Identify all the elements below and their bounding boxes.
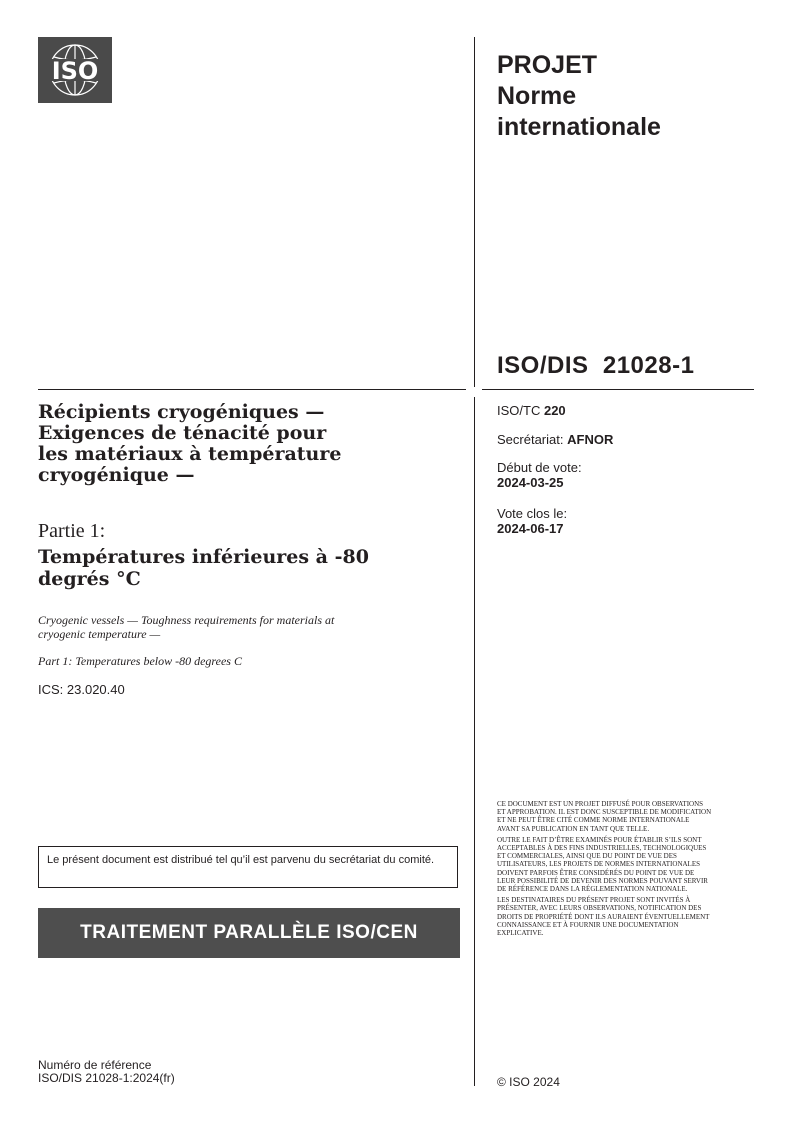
vote-end-value: 2024-06-17 (497, 521, 564, 536)
projet-line-2: Norme (497, 82, 577, 110)
reference-value: ISO/DIS 21028-1:2024(fr) (38, 1071, 175, 1085)
part-title-line-2: degrés °C (38, 568, 141, 590)
distribution-notice: Le présent document est distribué tel qu’il est parvenu du secrétariat du comité. (38, 846, 458, 888)
logo-text: ISO (51, 57, 99, 85)
part-label: Partie 1: (38, 520, 106, 542)
title-fr-line-3: les matériaux à température (38, 443, 342, 465)
title-en-line-1: Cryogenic vessels — Toughness requirements for materials at (38, 613, 335, 627)
vote-start-label: Début de vote: (497, 460, 582, 475)
part-title-english: Part 1: Temperatures below -80 degrees C (38, 654, 242, 668)
reference-label: Numéro de référence (38, 1058, 152, 1072)
title-fr-line-4: cryogénique — (38, 464, 195, 486)
disclaimer-paragraph-1: CE DOCUMENT EST UN PROJET DIFFUSÉ POUR OBSERVATIONS ET APPROBATION. IL EST DONC SUSCEPTIBLE DE MODIFICATION ET NE PEUT ÊTRE CITÉ COMME NORME INTERNATIONALE AVANT SA PUBLICATION EN TANT QUE TELLE. (497, 800, 712, 833)
iso-logo (38, 37, 112, 103)
vote-end-label: Vote clos le: (497, 506, 568, 521)
title-fr-line-2: Exigences de ténacité pour (38, 422, 327, 444)
horizontal-divider-left (38, 389, 466, 390)
vote-end (497, 506, 567, 536)
title-fr-line-1: Récipients cryogéniques — (38, 401, 325, 423)
secretariat-label: Secrétariat: (497, 432, 564, 447)
draft-disclaimer (497, 800, 712, 940)
copyright: © ISO 2024 (497, 1075, 560, 1089)
parallel-processing-banner: TRAITEMENT PARALLÈLE ISO/CEN (38, 908, 460, 958)
vote-start (497, 460, 582, 490)
title-english (38, 613, 448, 641)
iso-globe-icon (38, 37, 112, 103)
projet-line-1: PROJET (497, 51, 598, 79)
technical-committee (497, 403, 566, 418)
part-title (38, 546, 458, 590)
standard-id: ISO/DIS 21028-1 (497, 352, 695, 379)
tc-label: ISO/TC (497, 403, 541, 418)
title-en-line-2: cryogenic temperature — (38, 627, 161, 641)
horizontal-divider-right (482, 389, 754, 390)
title-french (38, 402, 458, 486)
secretariat (497, 432, 613, 447)
part-title-line-1: Températures inférieures à -80 (38, 546, 369, 568)
projet-line-3: internationale (497, 113, 661, 141)
ics-code: ICS: 23.020.40 (38, 682, 125, 697)
reference-number (38, 1059, 175, 1085)
vote-start-value: 2024-03-25 (497, 475, 564, 490)
secretariat-value: AFNOR (567, 432, 614, 447)
disclaimer-paragraph-3: LES DESTINATAIRES DU PRÉSENT PROJET SONT INVITÉS À PRÉSENTER, AVEC LEURS OBSERVATIONS, NOTIFICATION DES DROITS DE PROPRIÉTÉ DONT ILS AURAIENT ÉVENTUELLEMENT CONNAISSANCE ET À FOURNIR UNE DOCUMENTATION EXPLICATIVE. (497, 896, 710, 938)
vertical-divider-top (474, 37, 475, 387)
document-type (497, 50, 661, 143)
tc-value: 220 (543, 403, 566, 418)
disclaimer-paragraph-2: OUTRE LE FAIT D’ÊTRE EXAMINÉS POUR ÉTABLIR S’ILS SONT ACCEPTABLES À DES FINS INDUSTRIELLES, TECHNOLOGIQUES ET COMMERCIALES, AINSI QUE DU POINT DE VUE DES UTILISATEURS, LES PROJETS DE NORMES INTERNATIONALES DOIVENT PARFOIS ÊTRE CONSIDÉRÉS DU POINT DE VUE DE LEUR POSSIBILITÉ DE DEVENIR DES NORMES POUVANT SERVIR DE RÉFÉRENCE DANS LA RÉGLEMENTATION NATIONALE. (497, 835, 708, 894)
vertical-divider-bottom (474, 397, 475, 1086)
